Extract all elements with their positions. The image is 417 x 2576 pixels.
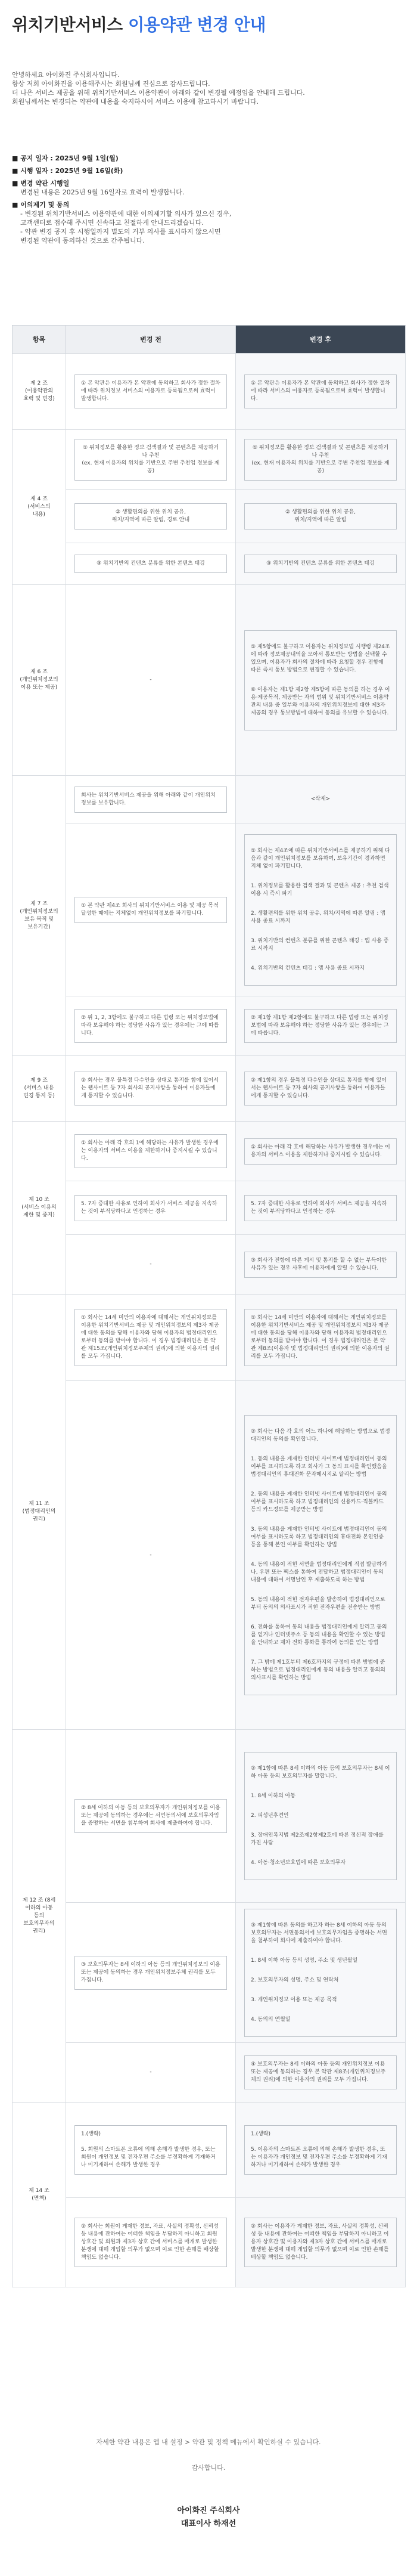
clause-box bbox=[244, 630, 397, 730]
clause-item: 4. 동의 내용이 적힌 서면을 법정대리인에게 직접 발급하거나, 우편 또는 팩스를 통하여 전달하고 법정대리인이 동의 내용에 대하여 서명날인 후 제출하도록 하는 방법 bbox=[251, 1562, 387, 1583]
title-part1: 위치기반서비스 bbox=[12, 15, 123, 35]
clause-box: ① 회사는 14세 미만의 이용자에 대해서는 개인위치정보를 이용한 위치기반서비스 제공 및 개인위치정보의 제3자 제공에 대한 동의를 당해 이용자와 당해 이용자의 법정대리인으로부터 동의를 받아야 합니다. 이 경우 법정대리인은 본 약관 제8조(이용자 및 법정대리인의 권리)에 의한 이용자의 권리를 모두 가집니다. bbox=[244, 1309, 397, 1366]
clause-box: ② 생활편의를 위한 위치 공유, 위치/지역에 따른 알림 bbox=[244, 503, 397, 530]
after-cell bbox=[236, 823, 406, 996]
clause-item: 6. 전화를 통하여 동의 내용을 법정대리인에게 알리고 동의를 얻거나 인터넷주소 등 동의 내용을 확인할 수 있는 방법을 안내하고 재차 전화 통화를 통하여 동의를 얻는 방법 bbox=[251, 1624, 387, 1646]
after-cell bbox=[236, 1295, 406, 1381]
clause-box: ② 8세 이하의 아동 등의 보호의무자가 개인위치정보를 이용 또는 제공에 동의하는 경우에는 서면동의서에 보호의무자임을 증명하는 서면을 첨부하여 회사에 제출하여야 합니다. bbox=[74, 1799, 227, 1833]
clause-box: ③ 보호의무자는 8세 이하의 아동 등의 개인위치정보의 이용 또는 제공에 동의하는 경우 개인위치정보주체 권리를 모두 가집니다. bbox=[74, 1956, 227, 1990]
before-cell bbox=[66, 1181, 236, 1235]
clause-box: 1.(생략) 5. 이용자의 스마트폰 오류에 의해 손해가 발생한 경우, 또는 이용자가 개인정보 및 전자우편 주소를 부정확하게 기재하거나 미기재하여 손해가 발생한 경우 bbox=[244, 2125, 397, 2175]
table-row bbox=[13, 354, 406, 430]
intro-text bbox=[12, 70, 405, 106]
clause-box: ② 생활편의를 위한 위치 공유, 위치/지역에 따른 알림, 경로 안내 bbox=[74, 503, 227, 530]
article-cell: 제 6 조 (개인위치정보의 이용 또는 제공) bbox=[13, 585, 66, 776]
before-cell bbox=[66, 490, 236, 543]
footnote: 자세한 약관 내용은 앱 내 설정 > 약관 및 정책 메뉴에서 확인하실 수 있습니다. bbox=[96, 2438, 321, 2446]
clause-box bbox=[244, 834, 397, 986]
signature-block bbox=[12, 2504, 405, 2531]
clause-box: ① 본 약관 제4조 회사의 위치기반서비스 이용 및 제공 목적 달성한 때에는 지체없이 개인위치정보를 파기합니다. bbox=[74, 897, 227, 923]
before-cell bbox=[66, 430, 236, 490]
after-cell bbox=[236, 430, 406, 490]
before-cell bbox=[66, 543, 236, 585]
clause-item: ② 회사는 다음 각 호의 어느 하나에 해당하는 방법으로 법정대리인의 동의를 확인합니다. bbox=[251, 1429, 390, 1442]
before-cell: - bbox=[66, 585, 236, 776]
clause-item: 4. 아동·청소년보호법에 따른 보호의무자 bbox=[251, 1860, 346, 1866]
clause-item: 3. 장애인복지법 제2조제2항제2호에 따른 정신적 장애를 가진 사람 bbox=[251, 1832, 384, 1846]
clause-item: 1. 8세 이하 아동 등의 성명, 주소 및 생년월일 bbox=[251, 1957, 358, 1964]
clause-item: 2. 동의 내용을 게재한 인터넷 사이트에 법정대리인이 동의 여부를 표시하도록 하고 법정대리인의 신용카드·직불카드 등의 카드정보를 제공받는 방법 bbox=[251, 1491, 387, 1513]
before-cell bbox=[66, 1122, 236, 1181]
before-cell bbox=[66, 2198, 236, 2287]
clause-item: 2. 생활편의를 위한 위치 공유, 위치/지역에 따른 알림 : 앱 사용 종료 시까지 bbox=[251, 910, 385, 924]
before-cell bbox=[66, 354, 236, 430]
clause-item: 2. 피성년후견인 bbox=[251, 1813, 289, 1819]
after-cell: <삭제> bbox=[236, 776, 406, 823]
ceo-name: 대표이사 하재선 bbox=[181, 2519, 236, 2528]
objection-line: 변경된 약관에 동의하신 것으로 간주됩니다. bbox=[20, 237, 145, 244]
table-row bbox=[13, 1056, 406, 1122]
after-cell bbox=[236, 1235, 406, 1295]
clause-item: 1. 8세 이하의 아동 bbox=[251, 1793, 296, 1799]
before-cell bbox=[66, 1056, 236, 1122]
before-cell: - bbox=[66, 1381, 236, 1730]
clause-box: 1.(생략) 5. 회원의 스마트폰 오류에 의해 손해가 발생한 경우, 또는 회원이 개인정보 및 전자우편 주소를 부정확하게 기재하거나 미기재하여 손해가 발생한 경우 bbox=[74, 2125, 227, 2175]
table-row bbox=[13, 776, 406, 823]
clause-box: ① 회사는 14세 미만의 이용자에 대해서는 개인위치정보를 이용한 위치기반서비스 제공 및 개인위치정보의 제3자 제공에 대한 동의를 당해 이용자와 당해 이용자의 법정대리인으로부터 동의를 받아야 합니다. 이 경우 법정대리인은 본 약관 제15조(개인위치정보주체의 권리)에 의한 이용자의 권리를 모두 가집니다. bbox=[74, 1309, 227, 1366]
header-article: 항목 bbox=[13, 326, 66, 354]
clause-item: ⑤ 제5항에도 불구하고 이용자는 위치정보법 시행령 제24조에 따라 정보제공내역을 모아서 통보받는 방법을 선택할 수 있으며, 이용자가 회사의 절차에 따라 요청할 경우 전항에 따른 즉시 통보 방법으로 변경할 수 있습니다. bbox=[251, 643, 390, 673]
clause-box: ④ 보호의무자는 8세 이하의 아동 등의 개인위치정보 이용 또는 제공에 동의하는 경우 본 약관 제8조(개인위치정보주체의 권리)에 의한 이용자의 권리를 모두 가집니다. bbox=[244, 2055, 397, 2089]
effective-head: ■ 변경 약관 시행일 bbox=[12, 179, 70, 187]
clause-item: ③ 제1항에 따른 동의를 하고자 하는 8세 이하의 아동 등의 보호의무자는 서면동의서에 보호의무자임을 증명하는 서면을 첨부하여 회사에 제출하여야 합니다. bbox=[251, 1922, 387, 1944]
effective-desc: 변경된 내용은 2025년 9월 16일자로 효력이 발생합니다. bbox=[20, 188, 185, 196]
table-row bbox=[13, 1903, 406, 2043]
clause-box: 회사는 위치기반서비스 제공을 위해 아래와 같이 개인위치정보를 보유합니다. bbox=[74, 787, 227, 813]
before-cell bbox=[66, 1730, 236, 1903]
article-cell: 제 12 조 (8세 이하의 아동 등의 보호의무자의 권리) bbox=[13, 1730, 66, 2103]
after-cell bbox=[236, 1181, 406, 1235]
table-row bbox=[13, 585, 406, 776]
article-cell: 제 7 조 (개인위치정보의 보유 목적 및 보유기간) bbox=[13, 776, 66, 1056]
objection-head: ■ 이의제기 및 동의 bbox=[12, 201, 70, 209]
clause-box: ③ 위치기반의 컨텐츠 분류를 위한 콘텐츠 태깅 bbox=[244, 555, 397, 573]
before-cell bbox=[66, 996, 236, 1056]
notice-info bbox=[12, 150, 405, 245]
clause-box: ① 본 약관은 이용자가 본 약관에 동의하고 회사가 정한 절차에 따라 서비스의 이용자로 등록됨으로써 효력이 발생합니다. bbox=[244, 374, 397, 408]
after-cell bbox=[236, 1381, 406, 1730]
intro-line: 항상 저희 아이화진을 이용해주시는 회원님께 진심으로 감사드립니다. bbox=[12, 80, 210, 88]
table-row bbox=[13, 543, 406, 585]
clause-box: ② 제1항 제1항 제2항에도 불구하고 다른 법령 또는 위치정보법에 따라 보유해야 하는 정당한 사유가 있는 경우에는 그에 따릅니다. bbox=[244, 1009, 397, 1043]
table-row bbox=[13, 430, 406, 490]
article-cell: 제 14 조 (면책) bbox=[13, 2103, 66, 2287]
after-cell bbox=[236, 354, 406, 430]
intro-line: 안녕하세요 아이화진 주식회사입니다. bbox=[12, 71, 120, 79]
before-cell bbox=[66, 1295, 236, 1381]
clause-item: 1. 위치정보를 활용한 검색 결과 및 콘텐츠 제공 : 추천 검색 이용 시 즉시 파기 bbox=[251, 883, 389, 897]
objection-line: - 변경된 위치기반서비스 이용약관에 대한 이의제기할 의사가 있으신 경우, bbox=[20, 210, 232, 218]
table-row bbox=[13, 2103, 406, 2198]
after-cell bbox=[236, 2198, 406, 2287]
clause-box: ② 회사는 회원이 게재한 정보, 자료, 사실의 정확성, 신뢰성 등 내용에 관하여는 어떠한 책임을 부담하지 아니하고 회원 상호간 및 회원과 제3자 상호 간에 서비스를 매개로 발생한 분쟁에 대해 개입할 의무가 없으며 이로 인한 손해를 배상할 책임도 없습니다. bbox=[74, 2218, 227, 2267]
before-cell bbox=[66, 823, 236, 996]
article-cell: 제 10 조 (서비스 이용의 제한 및 중지) bbox=[13, 1122, 66, 1295]
table-row bbox=[13, 1235, 406, 1295]
clause-box: ① 위치정보를 활용한 정보 검색결과 및 콘텐츠를 제공하거나 추천 (ex. 현재 이용자의 위치를 기반으로 주변 추천업 정보를 제공) bbox=[244, 439, 397, 481]
clause-box bbox=[244, 1909, 397, 2037]
header-after: 변경 후 bbox=[236, 326, 406, 354]
effective-date: ■ 시행 일자 : 2025년 9월 16일(화) bbox=[12, 167, 123, 175]
after-cell bbox=[236, 1903, 406, 2043]
clause-box: ① 본 약관은 이용자가 본 약관에 동의하고 회사가 정한 절차에 따라 위치정보 서비스의 이용자로 등록됨으로써 효력이 발생합니다. bbox=[74, 374, 227, 408]
intro-line: 더 나은 서비스 제공을 위해 위치기반서비스 이용약관이 아래와 같이 변경될 예정임을 안내해 드립니다. bbox=[12, 89, 305, 97]
clause-item: 7. 그 밖에 제1호부터 제6호까지의 규정에 따른 방법에 준하는 방법으로 법정대리인에게 동의 내용을 알리고 동의의 의사표시를 확인하는 방법 bbox=[251, 1659, 385, 1681]
clause-box: ① 회사는 아래 각 호에 해당하는 사유가 발생한 경우에는 이용자의 서비스 이용을 제한하거나 중지시킬 수 있습니다. bbox=[244, 1138, 397, 1165]
clause-box: 5. 7자 중대한 사유로 인하여 회사가 서비스 제공을 지속하는 것이 부적당하다고 인정하는 경우 bbox=[244, 1195, 397, 1221]
table-row bbox=[13, 1181, 406, 1235]
clause-item: 3. 개인위치정보 이용 또는 제공 목적 bbox=[251, 1996, 337, 2003]
clause-item: 3. 위치기반의 컨텐츠 분류를 위한 콘텐츠 태깅 : 앱 사용 종료 시까지 bbox=[251, 937, 389, 952]
article-cell: 제 4 조 (서비스의 내용) bbox=[13, 430, 66, 585]
table-row bbox=[13, 1295, 406, 1381]
table-row bbox=[13, 490, 406, 543]
article-cell: 제 9 조 (서비스 내용 변경 통지 등) bbox=[13, 1056, 66, 1122]
company-name: 아이화진 주식회사 bbox=[177, 2506, 240, 2515]
clause-box: 5. 7자 중대한 사유로 인하여 회사가 서비스 제공을 지속하는 것이 부적당하다고 인정하는 경우 bbox=[74, 1195, 227, 1221]
title-part2: 이용약관 변경 안내 bbox=[128, 15, 266, 35]
clause-box: ② 위 1, 2, 3항에도 불구하고 다른 법령 또는 위치정보법에 따라 보유해야 하는 정당한 사유가 있는 경우에는 그에 따릅니다. bbox=[74, 1009, 227, 1043]
clause-item: ⑥ 이용자는 제1항 제2항 제5항에 따른 동의를 하는 경우 이용·제공목적, 제공받는 자의 범위 및 위치기반서비스 이용약관의 내용 중 일부와 이용자의 개인위치정보에 대한 제3자 제공의 경우 통보방법에 대하여 동의를 유보할 수 있습니다. bbox=[251, 686, 390, 716]
before-cell bbox=[66, 1903, 236, 2043]
notice-date: ■ 공지 일자 : 2025년 9월 1일(월) bbox=[12, 154, 119, 162]
before-cell bbox=[66, 776, 236, 823]
terms-comparison-table bbox=[12, 325, 406, 2287]
article-cell: 제 2 조 (이용약관의 효력 및 변경) bbox=[13, 354, 66, 430]
clause-box: ① 위치정보를 활용한 정보 검색결과 및 콘텐츠를 제공하거나 추천 (ex. 현재 이용자의 위치를 기반으로 주변 추천업 정보를 제공) bbox=[74, 439, 227, 481]
table-header-row bbox=[13, 326, 406, 354]
table-row bbox=[13, 1122, 406, 1181]
clause-box: ② 회사는 이용자가 게재한 정보, 자료, 사실의 정확성, 신뢰성 등 내용에 관하여는 어떠한 책임을 부담하지 아니하고 이용자 상호간 및 이용자와 제3자 상호 간에 서비스를 매개로 발생한 분쟁에 대해 개입할 의무가 없으며 이로 인한 손해를 배상할 책임도 없습니다. bbox=[244, 2218, 397, 2267]
clause-box: ② 제1항의 경우 불특정 다수인을 상대로 통지를 함에 있어서는 웹사이트 등 7자 회사의 공지사항을 통하여 이용자들에게 통지할 수 있습니다. bbox=[244, 1072, 397, 1106]
after-cell bbox=[236, 585, 406, 776]
after-cell bbox=[236, 2043, 406, 2103]
table-row bbox=[13, 1730, 406, 1903]
after-cell bbox=[236, 2103, 406, 2198]
clause-box bbox=[244, 1415, 397, 1695]
clause-item: ② 제1항에 따른 8세 이하의 아동 등의 보호의무자는 8세 이하 아동 등의 보호의무자를 말합니다. bbox=[251, 1766, 390, 1779]
article-cell: 제 11 조 (법정대리인의 권리) bbox=[13, 1295, 66, 1730]
table-row bbox=[13, 1381, 406, 1730]
clause-box: ② 회사는 경우 불특정 다수인을 상대로 통지를 함에 있어서는 웹사이트 등 7자 회사의 공지사항을 통하여 이용자들에게 통지할 수 있습니다. bbox=[74, 1072, 227, 1106]
clause-box bbox=[244, 1752, 397, 1880]
clause-item: 4. 위치기반의 컨텐츠 태깅 : 앱 사용 종료 시까지 bbox=[251, 965, 365, 971]
table-row bbox=[13, 823, 406, 996]
header-before: 변경 전 bbox=[66, 326, 236, 354]
before-cell: - bbox=[66, 1235, 236, 1295]
page-title bbox=[12, 13, 405, 37]
after-cell bbox=[236, 1122, 406, 1181]
before-cell: - bbox=[66, 2043, 236, 2103]
clause-item: 2. 보호의무자의 성명, 주소 및 연락처 bbox=[251, 1977, 339, 1983]
clause-item: 4. 동의의 연월일 bbox=[251, 2016, 291, 2023]
thanks-text: 감사합니다. bbox=[191, 2464, 226, 2472]
table-row bbox=[13, 2043, 406, 2103]
after-cell bbox=[236, 1730, 406, 1903]
clause-item: 3. 동의 내용을 게재한 인터넷 사이트에 법정대리인이 동의 여부를 표시하도록 하고 법정대리인의 휴대전화 본인인증 등을 통해 본인 여부를 확인하는 방법 bbox=[251, 1527, 387, 1548]
after-cell bbox=[236, 490, 406, 543]
after-cell bbox=[236, 996, 406, 1056]
clause-item: ① 회사는 제4조에 따른 위치기반서비스를 제공하기 위해 다음과 같이 개인위치정보를 보유하며, 보유기간이 경과하면 지체 없이 파기합니다. bbox=[251, 847, 390, 869]
objection-line: 고객센터로 접수해 주시면 신속하고 친절하게 안내드리겠습니다. bbox=[20, 219, 204, 227]
clause-box: ③ 회사가 전항에 따른 게시 및 통지를 할 수 없는 부득이한 사유가 있는 경우 사후에 이용자에게 알릴 수 있습니다. bbox=[244, 1252, 397, 1278]
clause-box: ③ 위치기반의 컨텐츠 분류를 위한 콘텐츠 태깅 bbox=[74, 555, 227, 573]
objection-line: - 약관 변경 공지 후 시행일까지 별도의 거부 의사를 표시하지 않으시면 bbox=[20, 228, 221, 236]
before-cell bbox=[66, 2103, 236, 2198]
clause-item: 5. 동의 내용이 적힌 전자우편을 발송하여 법정대리인으로부터 동의의 의사표시가 적힌 전자우편을 전송받는 방법 bbox=[251, 1597, 385, 1611]
clause-item: 1. 동의 내용을 게재한 인터넷 사이트에 법정대리인이 동의 여부를 표시하도록 하고 회사가 그 동의 표시를 확인했음을 법정대리인의 휴대전화 문자메시지로 알리는 방법 bbox=[251, 1456, 387, 1478]
clause-box: ① 회사는 아래 각 호의 1에 해당하는 사유가 발생한 경우에는 이용자의 서비스 이용을 제한하거나 중지시킬 수 있습니다. bbox=[74, 1134, 227, 1168]
table-row bbox=[13, 2198, 406, 2287]
after-cell bbox=[236, 543, 406, 585]
intro-line: 회원님께서는 변경되는 약관에 내용을 숙지하시어 서비스 이용에 참고하시기 바랍니다. bbox=[12, 98, 259, 106]
after-cell bbox=[236, 1056, 406, 1122]
table-row bbox=[13, 996, 406, 1056]
